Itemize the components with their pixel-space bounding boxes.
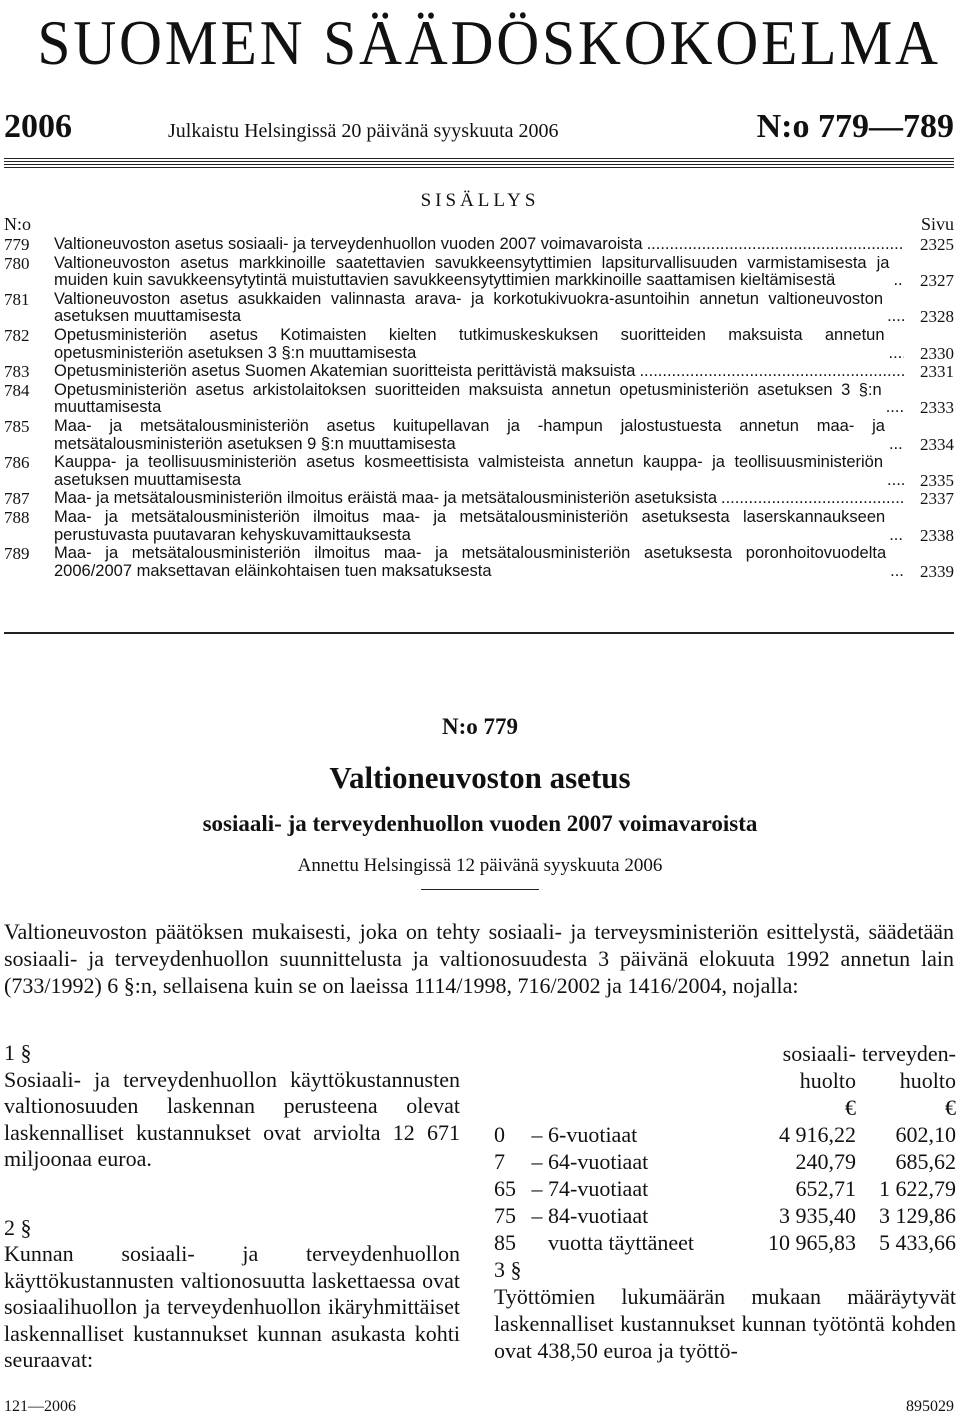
age-from: 75 (494, 1203, 516, 1228)
section-1-heading: 1 § (4, 1040, 32, 1065)
right-column (494, 1040, 956, 1364)
section-3-heading: 3 § (494, 1257, 522, 1282)
table-row (494, 1148, 956, 1175)
toc-col-page: Sivu (920, 214, 954, 234)
toc-entry-title: Opetusministeriön asetus Kotimaisten kielten tutkimuskeskuksen suoritteiden maksuista annetun opetusministeriön asetuksen 3 §:n muuttamisesta (54, 325, 885, 362)
col-social-label-1: sosiaali- (782, 1041, 856, 1066)
toc-leader-dots (886, 399, 904, 417)
table-row (494, 1229, 956, 1256)
publication-date: Julkaistu Helsingissä 20 päivänä syyskuuta 2006 (168, 120, 559, 142)
toc-entry-title: Valtioneuvoston asetus asukkaiden valinnasta arava- ja korkotukivuokra-asuntoihin annetun valtioneuvoston asetuksen muuttamisesta (54, 289, 884, 326)
act-preamble: Valtioneuvoston päätöksen mukaisesti, joka on tehty sosiaali- ja terveysministeriön esittelystä, säädetään sosiaali- ja terveydenhuollon suunnittelusta ja valtionosuudesta 3 päivänä elokuuta 1992 annetun lain (733/1992) 6 §:n, sellaisena kuin se on laeissa 1114/1998, 716/2002 ja 1416/2004, nojalla: (4, 919, 954, 998)
col-social-unit: € (845, 1095, 856, 1120)
toc-entry-number: 788 (4, 507, 30, 527)
social-cost: 240,79 (795, 1149, 856, 1174)
toc-entry-title: Opetusministeriön asetus Suomen Akatemian suoritteista perittävistä maksuista (54, 362, 636, 381)
toc-entry-title: Maa- ja metsätalousministeriön asetus kuitupellavan ja -hampun jalostustuesta annetun maa- ja metsätalousministeriön asetuksen 9 §:n muuttamisesta (54, 416, 885, 453)
toc-entry[interactable] (4, 363, 954, 381)
toc-entry[interactable] (4, 545, 954, 580)
health-cost: 602,10 (895, 1122, 956, 1147)
toc-entry-page: 2334 (920, 434, 954, 454)
toc-entry-number: 779 (4, 235, 30, 254)
col-health-unit: € (945, 1095, 956, 1120)
toc-entry-title: Valtioneuvoston asetus markkinoille saatettavien savukkeensytyttimien lapsiturvallisuuden varmistamisesta ja muiden kuin savukkeensytytintä muistuttavien savukkeensytyttimien markkinoille saattamisen kieltämisestä (54, 253, 890, 290)
toc-leader-dots (721, 490, 904, 508)
col-health-label-1: terveyden- (861, 1041, 956, 1066)
toc-leader-dots (887, 308, 904, 326)
age-to: 64-vuotiaat (548, 1149, 649, 1174)
age-dash: – (531, 1176, 543, 1201)
toc-entry-page: 2339 (920, 561, 954, 581)
toc-entry[interactable] (4, 255, 954, 290)
toc-leader-dots (893, 272, 904, 290)
toc-entry-page: 2338 (920, 525, 954, 545)
act-subtitle: sosiaali- ja terveydenhuollon vuoden 2007 voimavaroista (202, 811, 758, 836)
age-to: 84-vuotiaat (548, 1203, 649, 1228)
toc-column-headers (4, 214, 954, 236)
act-title: Valtioneuvoston asetus (329, 760, 631, 795)
col-health-label-2: huolto (899, 1068, 956, 1093)
toc-entry-page: 2330 (920, 343, 954, 363)
toc-entry[interactable] (4, 454, 954, 489)
cost-table-header (494, 1040, 956, 1067)
toc-entry-page: 2337 (920, 489, 954, 509)
table-row (494, 1202, 956, 1229)
section-2-text: Kunnan sosiaali- ja terveydenhuollon käyttökustannusten valtionosuutta laskettaessa ovat sosiaalihuollon ja terveydenhuollon ikäryhmittäiset laskennalliset kustannukset kunnan asukasta kohti seuraavat: (4, 1241, 460, 1372)
toc-entry-title: Maa- ja metsätalousministeriön ilmoitus maa- ja metsätalousministeriön asetuksesta poronhoitovuodelta 2006/2007 maksettavan eläinkohtaisen tuen maksatuksesta (54, 544, 887, 580)
toc-entry-number: 789 (4, 544, 30, 564)
table-of-contents (4, 236, 954, 581)
toc-col-number: N:o (4, 214, 31, 234)
toc-entry[interactable] (4, 382, 954, 417)
toc-entry-title: Kauppa- ja teollisuusministeriön asetus kosmeettisista valmisteista annetun kauppa- ja teollisuusministeriön asetuksen muuttamisesta (54, 453, 884, 489)
age-dash: – (531, 1203, 543, 1228)
issue-numbers: N:o 779—789 (756, 108, 954, 145)
toc-entry[interactable] (4, 236, 954, 254)
age-from: 65 (494, 1176, 516, 1201)
toc-entry-number: 780 (4, 253, 30, 273)
toc-leader-dots (889, 436, 904, 454)
section-2-heading: 2 § (4, 1214, 32, 1240)
toc-entry[interactable] (4, 509, 954, 544)
toc-entry[interactable] (4, 327, 954, 362)
age-to: vuotta täyttäneet (548, 1230, 694, 1255)
toc-entry-page: 2335 (920, 470, 954, 490)
footer-issue-code: 121—2006 (4, 1398, 76, 1415)
toc-entry-title: Maa- ja metsätalousministeriön ilmoitus maa- ja metsätalousministeriön asetuksesta laserskannaukseen perustuvasta puutavaran kehyskuvamittauksesta (54, 507, 886, 544)
act-number: N:o 779 (441, 714, 519, 739)
health-cost: 685,62 (895, 1149, 956, 1174)
social-cost: 652,71 (795, 1176, 856, 1201)
age-to: 6-vuotiaat (548, 1122, 638, 1147)
age-dash: – (531, 1122, 543, 1147)
toc-entry-page: 2328 (920, 307, 954, 327)
toc-entry[interactable] (4, 418, 954, 453)
toc-title: SISÄLLYS (420, 190, 540, 211)
toc-entry-number: 784 (4, 380, 30, 400)
age-from: 7 (494, 1149, 505, 1174)
age-from: 85 (494, 1230, 516, 1255)
cost-table (494, 1040, 956, 1256)
table-row (494, 1121, 956, 1148)
issue-header (4, 108, 954, 148)
toc-entry-number: 786 (4, 453, 30, 473)
publication-masthead: SUOMEN SÄÄDÖSKOKOELMA (37, 7, 941, 78)
social-cost: 3 935,40 (779, 1203, 856, 1228)
toc-entry[interactable] (4, 490, 954, 508)
toc-leader-dots (639, 363, 904, 381)
health-cost: 5 433,66 (879, 1230, 956, 1255)
footer-print-code: 895029 (906, 1398, 954, 1415)
age-to: 74-vuotiaat (548, 1176, 649, 1201)
table-row (494, 1175, 956, 1202)
left-column (4, 1040, 460, 1374)
section-3-text: Työttömien lukumäärän mukaan määräytyvät laskennalliset kustannukset kunnan työtöntä kohden ovat 438,50 euroa ja työttö- (494, 1284, 956, 1363)
health-cost: 3 129,86 (879, 1203, 956, 1228)
toc-divider (4, 632, 954, 634)
social-cost: 10 965,83 (768, 1230, 856, 1255)
toc-leader-dots (647, 236, 904, 254)
toc-entry-number: 781 (4, 289, 30, 309)
col-social-label-2: huolto (799, 1068, 856, 1093)
toc-entry-page: 2331 (920, 362, 954, 382)
toc-leader-dots (889, 345, 904, 363)
age-from: 0 (494, 1122, 505, 1147)
toc-entry[interactable] (4, 291, 954, 326)
toc-entry-number: 785 (4, 416, 30, 436)
toc-leader-dots (889, 527, 904, 545)
toc-entry-number: 787 (4, 489, 30, 509)
toc-entry-number: 782 (4, 325, 30, 345)
toc-entry-number: 783 (4, 362, 30, 382)
age-dash (526, 1229, 548, 1256)
toc-entry-page: 2327 (920, 271, 954, 291)
toc-entry-page: 2325 (920, 235, 954, 254)
section-1-text: Sosiaali- ja terveydenhuollon käyttökustannusten valtionosuuden laskennan perusteena olevat laskennalliset kustannukset ovat arviolta 12 671 miljoonaa euroa. (4, 1066, 460, 1171)
issue-year: 2006 (4, 108, 72, 145)
toc-entry-page: 2333 (920, 398, 954, 418)
act-given-date: Annettu Helsingissä 12 päivänä syyskuuta 2006 (297, 855, 663, 876)
social-cost: 4 916,22 (779, 1122, 856, 1147)
page-footer (4, 1398, 954, 1418)
toc-leader-dots (890, 563, 904, 581)
age-dash: – (531, 1149, 543, 1174)
toc-entry-title: Valtioneuvoston asetus sosiaali- ja terveydenhuollon vuoden 2007 voimavaroista (54, 235, 643, 253)
act-divider (421, 889, 539, 890)
health-cost: 1 622,79 (879, 1176, 956, 1201)
toc-entry-title: Maa- ja metsätalousministeriön ilmoitus eräistä maa- ja metsätalousministeriön asetuksista (54, 489, 718, 508)
toc-entry-title: Opetusministeriön asetus arkistolaitoksen suoritteiden maksuista annetun opetusministeriön asetuksen 3 §:n muuttamisesta (54, 380, 882, 417)
toc-leader-dots (887, 472, 904, 490)
header-rules (4, 158, 954, 170)
